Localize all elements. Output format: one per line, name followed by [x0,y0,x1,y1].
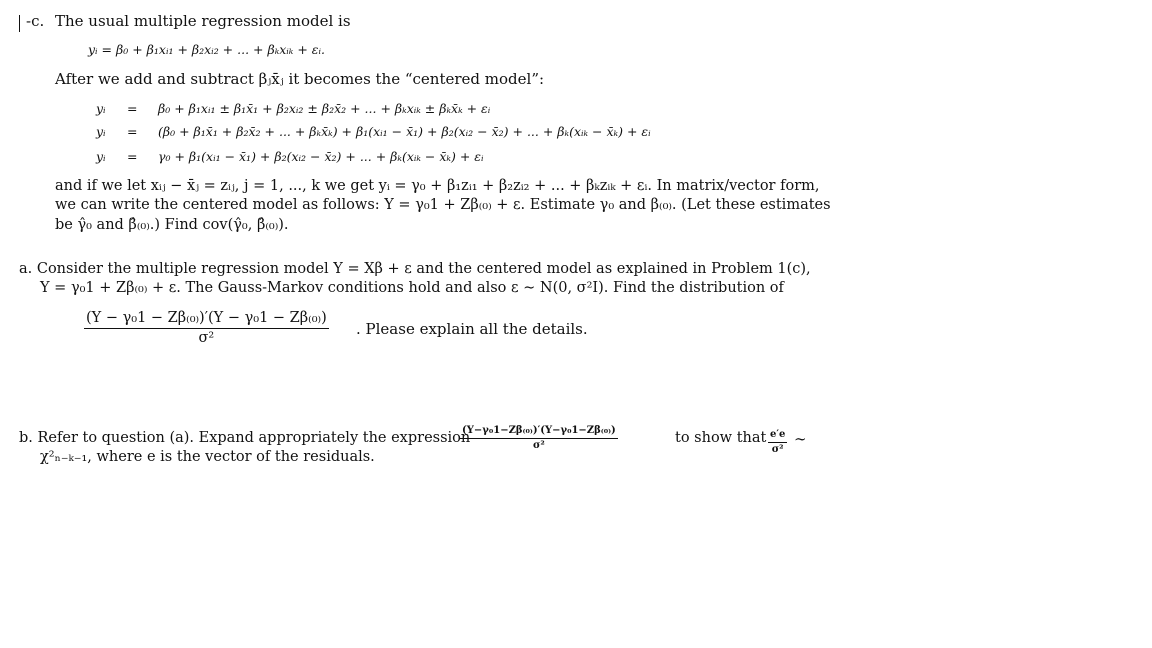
centered-line-1-rhs: β₀ + β₁xᵢ₁ ± β₁x̄₁ + β₂xᵢ₂ ± β₂x̄₂ + ... + βₖxᵢₖ ± βₖx̄ₖ + εᵢ [158,101,491,116]
part-b-to-show-that: to show that [675,430,767,446]
centered-line-1-eq: = [127,101,138,116]
text-cursor-mark [19,15,20,32]
part-b-ee-fraction [768,429,787,455]
part-a-line-2: Y = γ₀1 + Zβ₍₀₎ + ε. The Gauss-Markov conditions hold and also ε ∼ N(0, σ²I). Find the distribution of [40,280,784,296]
regression-model-equation: yᵢ = β₀ + β₁xᵢ₁ + β₂xᵢ₂ + ... + βₖxᵢₖ + εᵢ. [88,42,325,57]
centered-line-2-rhs: (β₀ + β₁x̄₁ + β₂x̄₂ + ... + βₖx̄ₖ) + β₁(xᵢ₁ − x̄₁) + β₂(xᵢ₂ − x̄₂) + ... + βₖ(xᵢₖ − x̄ₖ) + εᵢ [158,124,651,139]
part-a-after-fraction: . Please explain all the details. [356,320,588,338]
part-b-line-2: χ²ₙ₋ₖ₋₁, where e is the vector of the residuals. [40,449,375,465]
part-c-paragraph-line-1: and if we let xᵢⱼ − x̄ⱼ = zᵢⱼ, j = 1, ..., k we get yᵢ = γ₀ + β₁zᵢ₁ + β₂zᵢ₂ + ... + βₖzᵢₖ + εᵢ. In matrix/vector form, [55,178,820,194]
part-a-fraction-numerator: (Y − γ₀1 − Zβ₍₀₎)′(Y − γ₀1 − Zβ₍₀₎) [84,310,329,329]
part-c-label: -c. [26,12,45,30]
centered-line-1-lhs: yᵢ [96,101,106,116]
part-c-paragraph-line-2: we can write the centered model as follows: Y = γ₀1 + Zβ₍₀₎ + ε. Estimate γ₀ and β₍₀₎. (Let these estimates [55,197,831,213]
part-c-paragraph-line-3: be γ̂₀ and β̂₍₀₎.) Find cov(γ̂₀, β̂₍₀₎). [55,217,289,233]
part-a-line-1: a. Consider the multiple regression model Y = Xβ + ε and the centered model as explained in Problem 1(c), [19,261,811,277]
part-b-line-1-start: b. Refer to question (a). Expand appropriately the expression [19,430,471,446]
centered-model-intro: After we add and subtract βⱼx̄ⱼ it becomes the “centered model”: [55,70,545,88]
part-b-sim: ∼ [794,430,807,448]
part-a-fraction [84,310,329,346]
part-b-fraction [460,425,618,451]
part-c-intro: The usual multiple regression model is [55,12,351,30]
part-b-ee-numerator: e′e [768,429,787,443]
centered-line-3-rhs: γ₀ + β₁(xᵢ₁ − x̄₁) + β₂(xᵢ₂ − x̄₂) + ... + βₖ(xᵢₖ − x̄ₖ) + εᵢ [158,149,484,164]
centered-line-2-eq: = [127,124,138,139]
centered-line-2-lhs: yᵢ [96,124,106,139]
part-b-fraction-denominator: σ² [533,440,545,451]
part-b-ee-denominator: σ² [771,444,784,455]
centered-line-3-eq: = [127,149,138,164]
part-a-fraction-denominator: σ² [198,330,215,346]
part-b-fraction-numerator: (Y−γ₀1−Zβ₍₀₎)′(Y−γ₀1−Zβ₍₀₎) [460,425,618,439]
centered-line-3-lhs: yᵢ [96,149,106,164]
